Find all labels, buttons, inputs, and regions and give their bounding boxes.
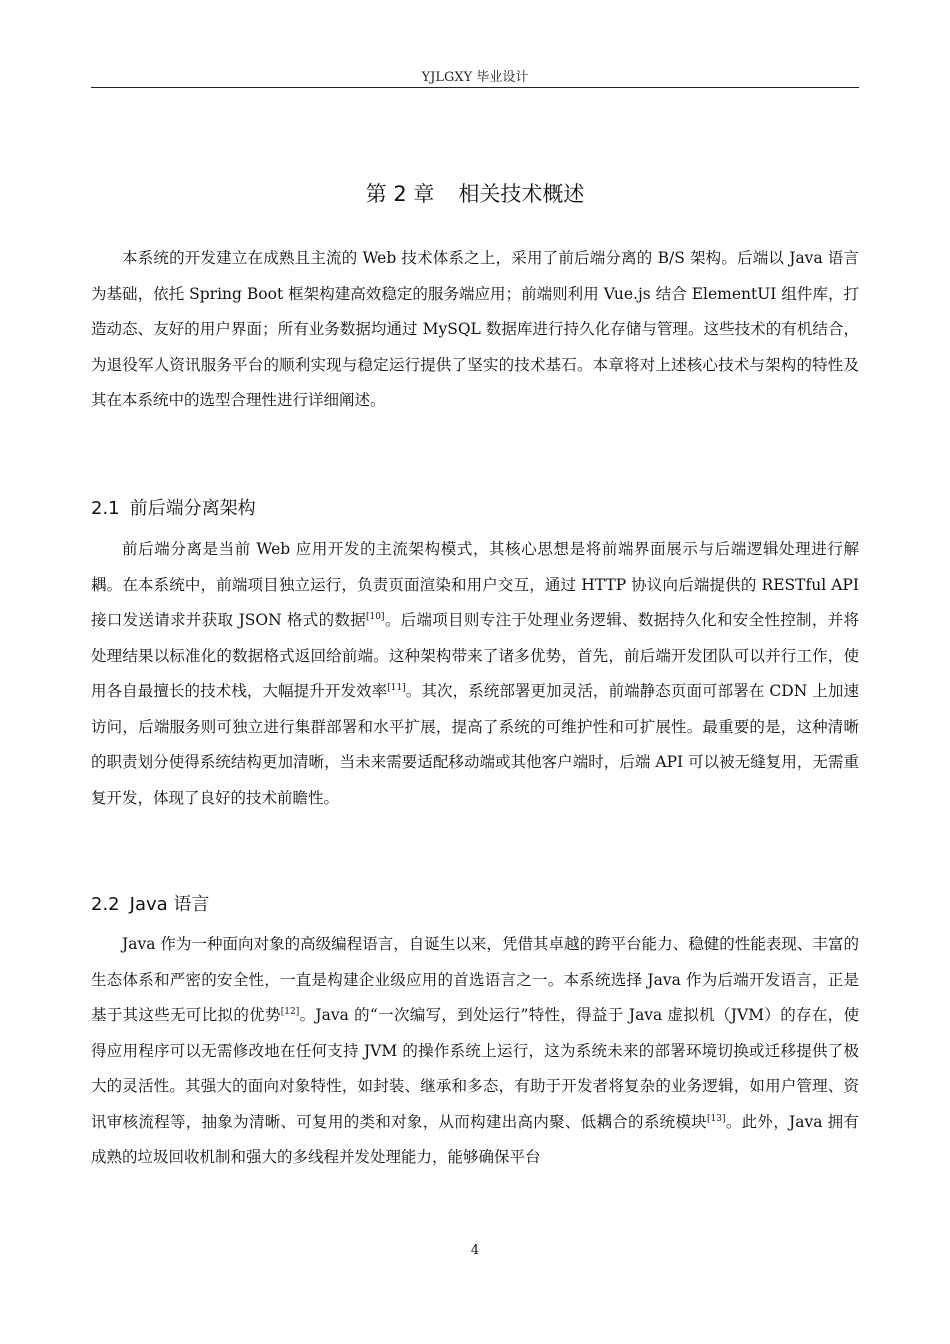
section-title: Java 语言 (129, 894, 210, 915)
section-title: 前后端分离架构 (129, 498, 256, 519)
citation-ref: [13] (707, 1113, 726, 1124)
section-2-2-paragraph (91, 927, 859, 1176)
citation-ref: [10] (366, 612, 385, 622)
citation-ref: [11] (387, 683, 406, 693)
paragraph-text: 。其次，系统部署更加灵活，前端静态页面可部署在 CDN 上加速访问，后端服务则可独立进行集群部署和水平扩展，提高了系统的可维护性和可扩展性。最重要的是，这种清晰的职责划分使得系统结构更加清晰，当未来需要适配移动端或其他客户端时，后端 API 可以被无缝复用，无需重复开发，体现了良好的技术前瞻性。 (91, 682, 859, 807)
chapter-number: 第 2 章 (365, 182, 435, 206)
intro-paragraph: 本系统的开发建立在成熟且主流的 Web 技术体系之上，采用了前后端分离的 B/S 架构。后端以 Java 语言为基础，依托 Spring Boot 框架构建高效稳定的服务端应用；前端则利用 Vue.js 结合 ElementUI 组件库，打造动态、友好的用户界面；所有业务数据均通过 MySQL 数据库进行持久化存储与管理。这些技术的有机结合，为退役军人资讯服务平台的顺利实现与稳定运行提供了坚实的技术基石。本章将对上述核心技术与架构的特性及其在本系统中的选型合理性进行详细阐述。 (91, 249, 860, 409)
paragraph-text: 。Java 的“一次编写，到处运行”特性，得益于 Java 虚拟机（JVM）的存在，使得应用程序可以无需修改地在任何支持 JVM 的操作系统上运行，这为系统未来的部署环境切换或迁移提供了极大的灵活性。其强大的面向对象特性，如封装、继承和多态，有助于开发者将复杂的业务逻辑，如用户管理、资讯审核流程等，抽象为清晰、可复用的类和对象，从而构建出高内聚、低耦合的系统模块 (91, 1006, 859, 1131)
page-number: 4 (470, 1243, 480, 1258)
section-number: 2.2 (91, 894, 120, 915)
section-heading-2-1 (91, 494, 859, 520)
running-header: YJLGXY 毕业设计 (421, 70, 529, 85)
chapter-title (91, 178, 859, 208)
citation-ref: [12] (280, 1007, 300, 1017)
section-heading-2-2 (91, 890, 859, 916)
section-2-1-paragraph (91, 532, 859, 816)
paragraph-text: 。此外，Java 拥有成熟的垃圾回收机制和强大的多线程并发处理能力，能够确保平台 (91, 1112, 859, 1166)
paragraph-text: Java 作为一种面向对象的高级编程语言，自诞生以来，凭借其卓越的跨平台能力、稳健的性能表现、丰富的生态体系和严密的安全性，一直是构建企业级应用的首选语言之一。本系统选择 Java 作为后端开发语言，正是基于其这些无可比拟的优势 (91, 935, 859, 1024)
paragraph-text: 前后端分离是当前 Web 应用开发的主流架构模式，其核心思想是将前端界面展示与后端逻辑处理进行解耦。在本系统中，前端项目独立运行，负责页面渲染和用户交互，通过 HTTP 协议向后端提供的 RESTful API 接口发送请求并获取 JSON 格式的数据 (91, 540, 859, 629)
section-number: 2.1 (91, 498, 120, 519)
header-rule (91, 87, 859, 88)
chapter-name: 相关技术概述 (458, 182, 585, 206)
paragraph-text: 。后端项目则专注于处理业务逻辑、数据持久化和安全性控制，并将处理结果以标准化的数据格式返回给前端。这种架构带来了诸多优势，首先，前后端开发团队可以并行工作，使用各自最擅长的技术栈，大幅提升开发效率 (91, 611, 859, 700)
